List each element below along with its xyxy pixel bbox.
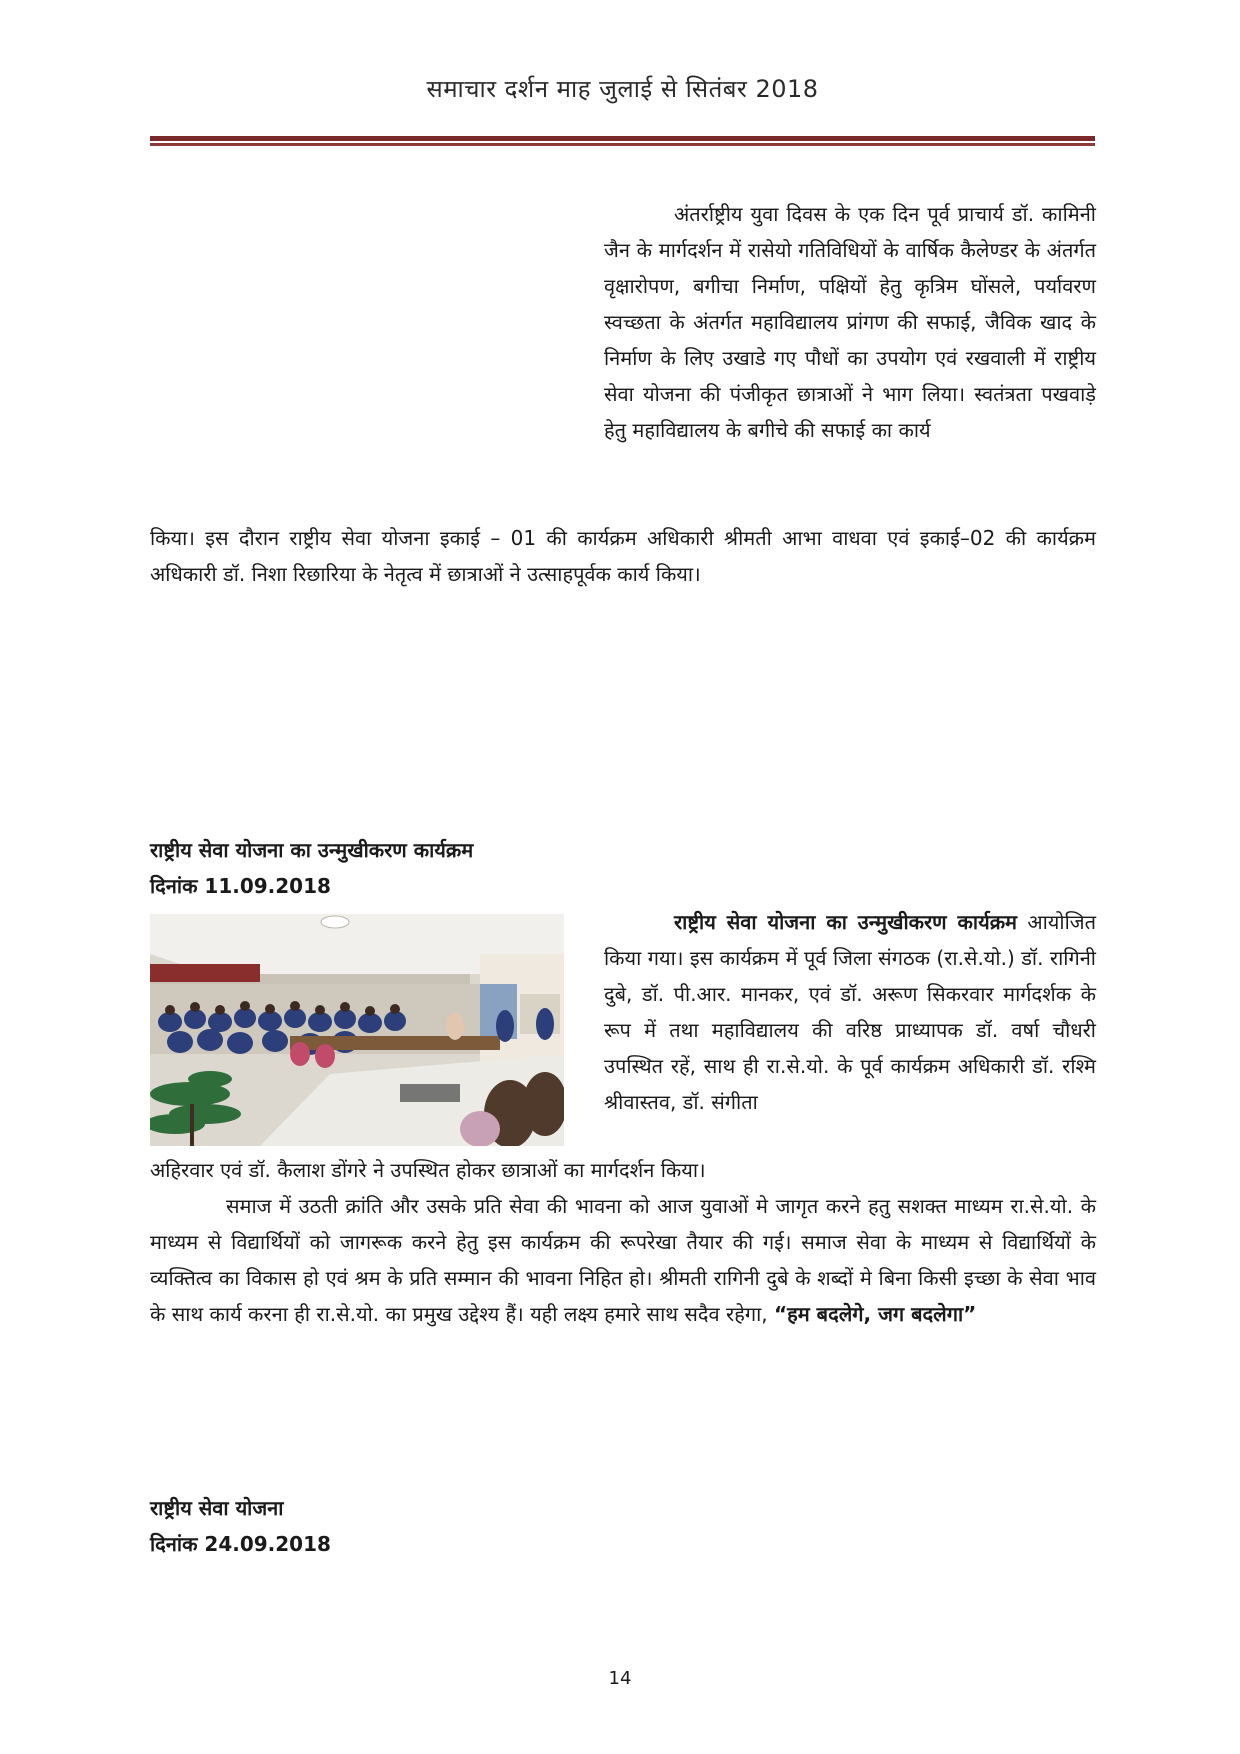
section1-paragraph-right: अंतर्राष्ट्रीय युवा दिवस के एक दिन पूर्व प्राचार्य डॉ. कामिनी जैन के मार्गदर्शन में रासेयो गतिविधियों के वार्षिक कैलेण्डर के अंतर्गत वृक्षारोपण, बगीचा निर्माण, पक्षियों हेतु कृत्रिम घोंसले, पर्यावरण स्वच्छता के अंतर्गत महाविद्यालय प्रांगण की सफाई, जैविक खाद के निर्माण के लिए उखाडे गए पौधों का उपयोग एवं रखवाली में राष्ट्रीय सेवा योजना की पंजीकृत छात्राओं ने भाग लिया। स्वतंत्रता पखवाड़े हेतु महाविद्यालय के बगीचे की सफाई का कार्य	[604, 202, 1096, 442]
section3-date: दिनांक 24.09.2018	[150, 1532, 331, 1556]
section2-paragraph-continued: अहिरवार एवं डॉ. कैलाश डोंगरे ने उपस्थित होकर छात्राओं का मार्गदर्शन किया।	[150, 1158, 706, 1182]
section2-paragraph-right	[604, 904, 1096, 1120]
section2-paragraph-right-text: आयोजित किया गया। इस कार्यक्रम में पूर्व जिला संगठक (रा.से.यो.) डॉ. रागिनी दुबे, डॉ. पी.आर. मानकर, एवं डॉ. अरूण सिकरवार मार्गदर्शक के रूप में तथा महाविद्यालय की वरिष्ठ प्राध्यापक डॉ. वर्षा चौधरी उपस्थित रहें, साथ ही रा.से.यो. के पूर्व कार्यक्रम अधिकारी डॉ. रश्मि श्रीवास्तव, डॉ. संगीता	[604, 910, 1096, 1114]
header-title: समाचार दर्शन माह जुलाई से सितंबर 2018	[426, 75, 819, 103]
section2-paragraph-2-text: समाज में उठती क्रांति और उसके प्रति सेवा की भावना को आज युवाओं मे जागृत करने हतु सशक्त माध्यम रा.से.यो. के माध्यम से विद्यार्थियों को जागरूक करने हेतु इस कार्यक्रम की रूपरेखा तैयार की गई। समाज सेवा के माध्यम से विद्यार्थियों के व्यक्तित्व का विकास हो एवं श्रम के प्रति सम्मान की भावना निहित हो। श्रीमती रागिनी दुबे के शब्दों मे बिना किसी इच्छा के सेवा भाव के साथ कार्य करना ही रा.से.यो. का प्रमुख उद्देश्य हैं। यही लक्ष्य हमारे साथ सदैव रहेगा,	[150, 1194, 1096, 1326]
section2-heading: राष्ट्रीय सेवा योजना का उन्मुखीकरण कार्यक्रम	[150, 838, 474, 862]
section2-date: दिनांक 11.09.2018	[150, 874, 331, 898]
slogan-quote: “हम बदलेगे, जग बदलेगा”	[773, 1302, 977, 1326]
section2-program-name: राष्ट्रीय सेवा योजना का उन्मुखीकरण कार्यक्रम	[674, 910, 1018, 934]
section1-paragraph-continued: किया। इस दौरान राष्ट्रीय सेवा योजना इकाई – 01 की कार्यक्रम अधिकारी श्रीमती आभा वाधवा एवं इकाई–02 की कार्यक्रम अधिकारी डॉ. निशा रिछारिया के नेतृत्व में छात्राओं ने उत्साहपूर्वक कार्य किया।	[150, 526, 1096, 586]
event-photo	[150, 914, 564, 1146]
section3-heading: राष्ट्रीय सेवा योजना	[150, 1496, 284, 1520]
header-divider	[150, 136, 1095, 147]
page-number: 14	[608, 1668, 632, 1689]
section2-paragraph-2	[150, 1188, 1096, 1332]
